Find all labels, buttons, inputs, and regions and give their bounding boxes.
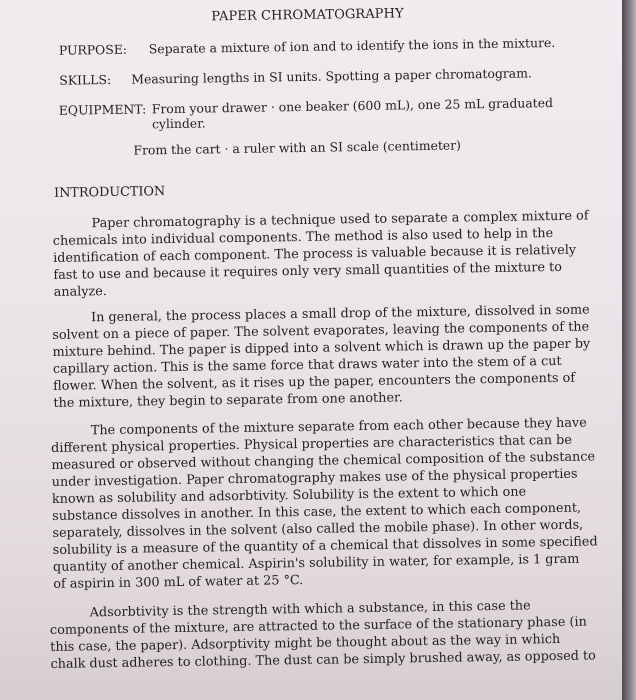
intro-p3-line-4: under investigation. Paper chromatography makes use of the physical properties bbox=[51, 466, 578, 490]
intro-p4-line-2: components of the mixture, are attracted to the surface of the stationary phase (in bbox=[49, 614, 587, 638]
intro-p4-line-1: Adsorbtivity is the strength with which a substance, in this case the bbox=[89, 598, 531, 621]
intro-p1-line-1: Paper chromatography is a technique used to separate a complex mixture of bbox=[91, 208, 589, 232]
intro-p2-line-1: In general, the process places a small drop of the mixture, dissolved in some bbox=[90, 302, 590, 326]
intro-p3-line-9: quantity of another chemical. Aspirin's solubility in water, for example, is 1 gram bbox=[52, 551, 580, 575]
intro-p3-line-10: of aspirin in 300 mL of water at 25 °C. bbox=[53, 573, 304, 592]
equipment-text-line-2: cylinder. bbox=[151, 115, 206, 132]
intro-p3-line-3: measured or observed without changing the chemical composition of the substance bbox=[51, 449, 596, 473]
intro-p3-line-5: known as solubility and adsorbtivity. Solubility is the extent to which one bbox=[51, 484, 527, 507]
intro-p2-line-5: flower. When the solvent, as it rises up the paper, encounters the components of bbox=[53, 370, 576, 394]
intro-p2-line-6: the mixture, they begin to separate from one another. bbox=[53, 390, 403, 411]
introduction-heading: INTRODUCTION bbox=[54, 184, 166, 201]
purpose-text: Separate a mixture of ion and to identify the ions in the mixture. bbox=[148, 34, 556, 57]
cart-equipment-text: From the cart · a ruler with an SI scale (centimeter) bbox=[133, 137, 462, 158]
intro-p3-line-8: solubility is a measure of the quantity of a chemical that dissolves in some specified bbox=[52, 534, 598, 558]
intro-p1-line-5: analyze. bbox=[53, 284, 108, 300]
intro-p2-line-2: solvent on a piece of paper. The solvent evaporates, leaving the components of the bbox=[52, 319, 590, 343]
skills-label: SKILLS: bbox=[59, 71, 112, 88]
intro-p2-line-4: capillary action. This is the same force that draws water into the stem of a cut bbox=[52, 353, 562, 377]
intro-p1-line-2: chemicals into individual components. The method is also used to help in the bbox=[52, 226, 554, 249]
intro-p2-line-3: mixture behind. The paper is dipped into a solvent which is drawn up the paper by bbox=[52, 336, 591, 360]
intro-p3-line-2: different physical properties. Physical properties are characteristics that can be bbox=[51, 432, 572, 456]
intro-p4-line-3: this case, the paper). Adsorptivity might be thought about as the way in which bbox=[50, 631, 561, 655]
intro-p1-line-3: identification of each component. The process is valuable because it is relatively bbox=[53, 242, 577, 266]
equipment-text-line-1: From your drawer · one beaker (600 mL), one 25 mL graduated bbox=[151, 95, 554, 117]
intro-p3-line-1: The components of the mixture separate from each other because they have bbox=[90, 415, 587, 439]
page-edge-shadow bbox=[622, 0, 636, 700]
purpose-label: PURPOSE: bbox=[58, 41, 128, 58]
intro-p3-line-6: substance dissolves in another. In this case, the extent to which each component, bbox=[52, 500, 582, 524]
page-title: PAPER CHROMATOGRAPHY bbox=[211, 6, 404, 25]
equipment-label: EQUIPMENT: bbox=[58, 101, 147, 118]
skills-text: Measuring lengths in SI units. Spotting a paper chromatogram. bbox=[131, 65, 532, 87]
intro-p1-line-4: fast to use and because it requires only very small quantities of the mixture to bbox=[53, 259, 563, 283]
intro-p3-line-7: separately, dissolves in the solvent (also called the mobile phase). In other words, bbox=[52, 517, 584, 541]
intro-p4-line-4: chalk dust adheres to clothing. The dust can be simply brushed away, as opposed to bbox=[50, 648, 596, 672]
